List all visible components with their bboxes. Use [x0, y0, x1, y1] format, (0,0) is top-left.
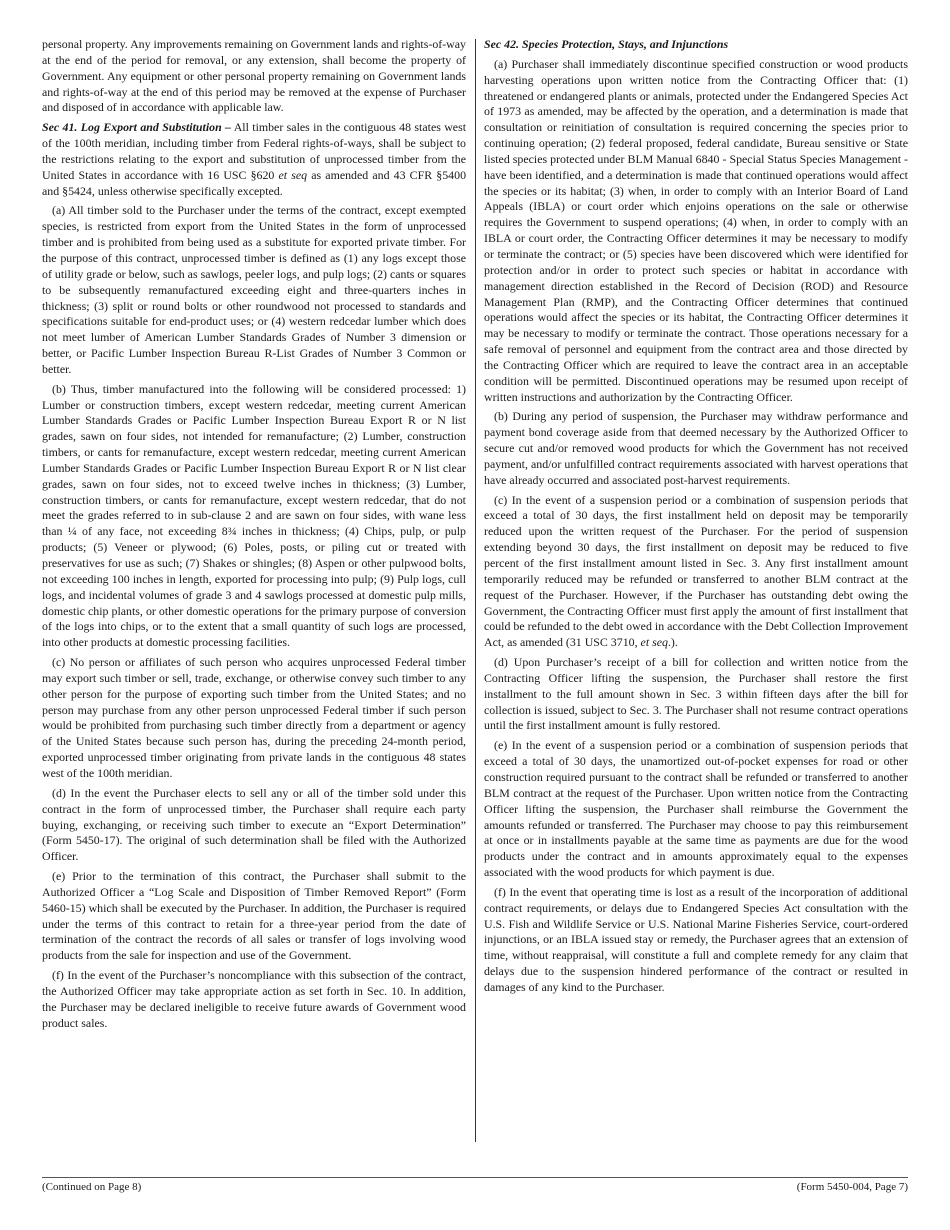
sec42-heading: Sec 42. Species Protection, Stays, and Injunctions — [484, 37, 729, 51]
right-column — [484, 37, 908, 1000]
footer-form-page: (Form 5450-004, Page 7) — [796, 1181, 908, 1193]
sec41-para-b: (b) Thus, timber manufactured into the following will be considered processed: 1) Lumber or construction timbers, except western redcedar, meeting current American Lumber Standards Grades or Pacific Lumber Inspection Bureau Export R or N list grades, sawn on four sides, not intended for remanufacture; (2) Lumber, construction timbers, or cants for remanufacture, except western redcedar, meeting current American Lumber Standards Grades or Pacific Lumber Inspection Bureau Export R or N list clear grades, sawn on four sides, not to exceed twelve inches in thickness; (3) Lumber, construction timbers, or cants for remanufacture, except western redcedar, that do not meet the grades referred to in sub-clause 2 and are sawn on four sides, with wane less than ¼ of any face, not exceeding 8¾ inches in thickness; (4) Chips, pulp, or pulp products; (5) Veneer or plywood; (6) Poles, posts, or piling cut or treated with preservatives for use as such; (7) Shakes or shingles; (8) Aspen or other pulpwood bolts, not exceeding 100 inches in length, exported for processing into pulp; (9) Pulp logs, cull logs, and incidental volumes of grade 3 and 4 sawlogs processed at domestic pulp mills, domestic chip plants, or other domestic operations for the primary purpose of conversion of the logs into chips, or to the extent that a small quantity of such logs are processed, into other products at domestic processing facilities. — [42, 381, 466, 650]
sec42-para-c — [484, 493, 908, 651]
footer-rule — [42, 1177, 908, 1178]
sec42-para-e: (e) In the event of a suspension period or a combination of suspension periods that exceed a total of 30 days, the unamortized out-of-pocket expenses for road or other construction required pursuant to the contract shall be refunded or transferred to another BLM contract at the request of the Purchaser. Upon written notice from the Contracting Officer lifting the suspension, the Purchaser shall reimburse the Government the amounts refunded or transferred. The Purchaser may choose to pay this reimbursement at once or in installments payable at the same time as payments are due for the wood products under the contract and in amounts approximately equal to the expenses associated with the wood products for which payment is due. — [484, 738, 908, 880]
sec41-para-e: (e) Prior to the termination of this contract, the Purchaser shall submit to the Authorized Officer a “Log Scale and Disposition of Timber Removed Report” (Form 5460-15) which shall be executed by the Purchaser. In addition, the Purchaser is required under the terms of this contract to retain for a three-year period from the date of termination of the contract the records of all sales or transfer of logs involving wood products from the sale for inspection and use of the Government. — [42, 869, 466, 963]
sec42-heading-line — [484, 37, 908, 53]
sec42-para-b: (b) During any period of suspension, the Purchaser may withdraw performance and payment bond coverage aside from that deemed necessary by the Authorized Officer to secure cut and/or removed wood products for which the Government has not received payment, and/or unfulfilled contract requirements associated with harvest operations that have already occurred and associated post-harvest requirements. — [484, 409, 908, 487]
sec41-para-d: (d) In the event the Purchaser elects to sell any or all of the timber sold under this contract in the form of unprocessed timber, the Purchaser shall require each party buying, exchanging, or receiving such timber to execute an “Export Determination” (Form 5450-17). The original of such determination shall be filed with the Authorized Officer. — [42, 785, 466, 864]
column-divider — [475, 39, 476, 1142]
left-column — [42, 37, 466, 1035]
footer-continued: (Continued on Page 8) — [42, 1181, 142, 1193]
document-page — [42, 37, 908, 1143]
sec41-intro — [42, 120, 466, 199]
sec42-para-c-text-b: .). — [667, 635, 678, 650]
sec42-para-d: (d) Upon Purchaser’s receipt of a bill for collection and written notice from the Contracting Officer lifting the suspension, the Purchaser shall restore the first installment to the full amount shown in Sec. 3 within fifteen days after the bill for collection is issued, subject to Sec. 3. The Purchaser shall not resume contract operations until the first installment amount is fully restored. — [484, 655, 908, 733]
sec42-para-c-text-a: (c) In the event of a suspension period or a combination of suspension periods that exceed a total of 30 days, the first installment held on deposit may be temporarily reduced upon the written request of the Purchaser. For the period of suspension extending beyond 30 days, the first installment on deposit may be reduced to five percent of the first installment amount listed in Sec. 3. Any first installment amount temporarily reduced may be refunded or transferred to another BLM contract at the request of the Purchaser. However, if the Purchaser has outstanding debt owing the Government, the Contracting Officer must first apply the amount of first installment that could be refunded to the debt owed in accordance with the Debt Collection Improvement Act, as amended (31 USC 3710, — [484, 492, 908, 650]
sec42-para-c-et-seq: et seq — [640, 635, 668, 650]
sec41-intro-text-a: All timber sales in the contiguous 48 states west of the 100th meridian, including timber from Federal rights-of-ways, shall be subject to the restrictions relating to the export and substitution of unprocessed timber from the United States in accordance with 16 USC §620 — [42, 120, 467, 182]
sec41-para-c: (c) No person or affiliates of such person who acquires unprocessed Federal timber may export such timber or sell, trade, exchange, or otherwise convey such timber to any other person for the purpose of exporting such timber from the United States; and no person may purchase from any other person unprocessed Federal timber if such person would be prohibited from purchasing such timber directly from a department or agency of the United States because such person has, during the preceding 24-month period, exported unprocessed timber originating from private lands in the contiguous 48 states west of the 100th meridian. — [42, 655, 466, 780]
sec41-para-f: (f) In the event of the Purchaser’s noncompliance with this subsection of the contract, the Authorized Officer may take appropriate action as set forth in Sec. 10. In addition, the Purchaser may be declared ineligible to receive future awards of Government wood product sales. — [42, 968, 466, 1030]
sec41-para-a: (a) All timber sold to the Purchaser under the terms of the contract, except exempted species, is restricted from export from the United States in the form of unprocessed timber and is prohibited from being used as a substitute for exported private timber. For the purpose of this contract, unprocessed timber is defined as (1) any logs except those of utility grade or below, such as sawlogs, peeler logs, and pulp logs; (2) cants or squares to be subsequently remanufactured exceeding eight and three-quarters inches in thickness; (3) split or round bolts or other roundwood not processed to standards and specifications suitable for end-product uses; or (4) western redcedar lumber which does not meet lumber of American Lumber Standards Grades of Number 3 dimension or better, or Pacific Lumber Inspection Bureau R-List Grades of Number 3 Common or better. — [42, 203, 466, 376]
carryover-paragraph: personal property. Any improvements remaining on Government lands and rights-of-way at the end of the period for removal, or any extension, shall become the property of Government. Any equipment or other personal property remaining on Government lands and rights-of-way at the end of this period may be removed at the expense of Purchaser and disposed of in accordance with applicable law. — [42, 37, 466, 115]
sec41-heading: Sec 41. Log Export and Substitution – — [42, 120, 231, 135]
sec41-et-seq: et seq — [278, 167, 308, 182]
sec42-para-f: (f) In the event that operating time is lost as a result of the incorporation of additional contract requirements, or delays due to Endangered Species Act consultation with the U.S. Fish and Wildlife Service or U.S. National Marine Fisheries Service, court-ordered injunctions, or an IBLA issued stay or remedy, the Purchaser agrees that an extension of time, without reappraisal, will constitute a full and complete remedy for any claim that delays due to the suspension hindered performance of the contract or resulted in damages of any kind to the Purchaser. — [484, 884, 908, 994]
sec41-intro-text-b: as amended and 43 CFR §5400 and §5424, unless otherwise specifically excepted. — [42, 167, 467, 198]
sec42-para-a: (a) Purchaser shall immediately discontinue specified construction or wood products harvesting operations upon written notice from the Contracting Officer that: (1) threatened or endangered plants or animals, protected under the Endangered Species Act of 1973 as amended, may be affected by the operation, and a determination is made that consultation or reinitiation of consultation is required concerning the species prior to continuing operation; (2) federal proposed, federal candidate, Bureau sensitive or State listed species protected under BLM Manual 6840 - Special Status Species Management - have been identified, and a determination is made that continued operations would affect the species or its habitat; (3) when, in order to comply with an Interior Board of Land Appeals (IBLA) or court order which enjoins operations on the sale or otherwise requires the Government to suspend operations; (4) when, in order to comply with an IBLA or court order, the Contracting Officer determines it may be necessary to modify or terminate the contract; or (5) species have been discovered which were identified for protection and/or in order to protect such species or habitat in accordance with management direction established in the Record of Decision (ROD) and Resource Management Plan (RMP), and the Contracting Officer determines that continued operations would affect the species or its habitat, the Contracting Officer determines it may be necessary to modify or terminate the contract. Those operations necessary for a safe removal of personnel and equipment from the contract area and those directed by the Contracting Officer which are required to leave the contract area in an acceptable condition will be permitted. Discontinued operations may be resumed upon receipt of written instructions and authorization by the Contracting Officer. — [484, 56, 908, 404]
